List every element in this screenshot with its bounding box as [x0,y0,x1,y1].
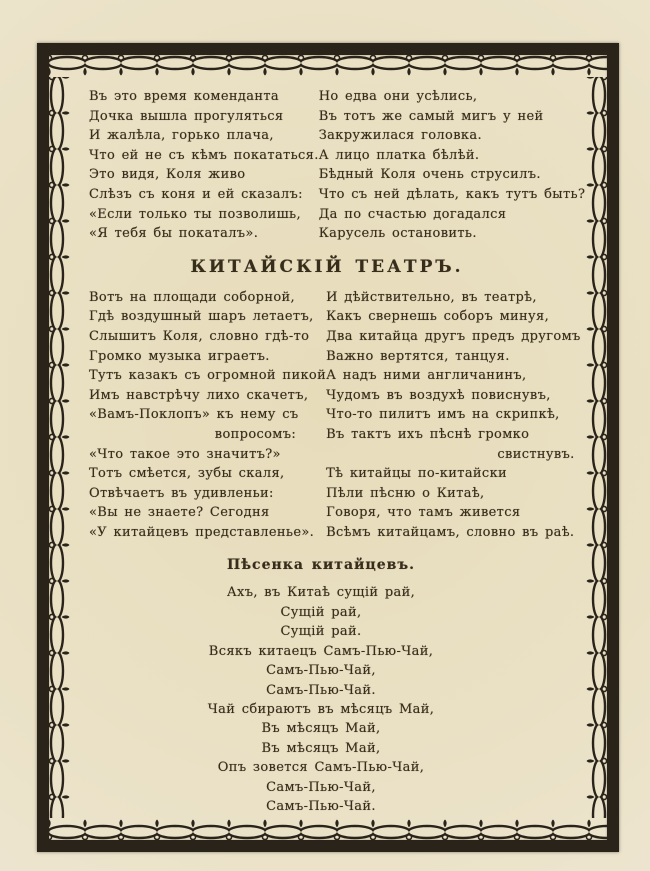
theatre-right-column [326,288,581,543]
verse-line: Громко музыка играетъ. [89,348,270,364]
verse-line: Самъ-Пью-Чай, [266,663,376,679]
verse-line: Тутъ казакъ съ огромной пикой [89,368,327,384]
verse-line: «Если только ты позволишь, [89,206,301,222]
verse-line: Тѣ китайцы по-китайски [326,466,508,482]
verse-line: Гдѣ воздушный шаръ летаетъ, [89,309,314,325]
verse-line: Въ тотъ же самый мигъ у ней [318,108,544,124]
verse-line: Сущій рай, [280,604,362,620]
theatre-stanza [89,288,581,543]
verse-line: Какъ свернешь соборъ минуя, [326,309,550,325]
verse-line: Опъ зовется Самъ-Пью-Чай, [217,760,425,776]
verse-line: Дочка вышла прогуляться [89,108,284,124]
verse-line: Но едва они усѣлись, [318,89,478,104]
verse-line: Что-то пилитъ имъ на скрипкѣ, [326,407,560,423]
verse-line: Что ей не съ кѣмъ покататься. [89,147,319,163]
verse-line: Карусель остановить. [318,226,477,242]
song-stanza [77,583,565,816]
frame-ornament-bottom [49,818,607,840]
verse-line: вопросомъ: [214,426,297,442]
verse-line: А надъ ними англичанинъ, [326,368,527,384]
verse-line: Въ мѣсяцъ Май, [261,740,381,756]
page-content [71,77,585,818]
verse-line: Сущій рай. [280,624,362,640]
intro-right-column [319,87,586,244]
verse-line: «Что такое это значитъ?» [89,446,281,462]
verse-line: Отвѣчаетъ въ удивленьи: [89,485,274,501]
theatre-heading: КИТАЙСКІЙ ТЕАТРЪ. [190,256,464,277]
verse-line: Имъ навстрѣчу лихо скачетъ, [89,387,309,403]
frame-ornament-left [49,77,71,818]
verse-line: Два китайца другъ предъ другомъ [326,328,581,344]
verse-line: Въ тактъ ихъ пѣснѣ громко [326,426,530,442]
verse-line: Да по счастью догадался [318,206,507,222]
verse-line: Всѣмъ китайцамъ, словно въ раѣ. [326,524,575,540]
verse-line: Самъ-Пью-Чай, [266,779,376,795]
verse-line: И дѣйствительно, въ театрѣ, [326,289,537,305]
verse-line: Бѣдный Коля очень струсилъ. [318,167,541,183]
ornamental-frame [37,43,619,852]
verse-line: Чай сбираютъ въ мѣсяцъ Май, [207,701,435,717]
verse-line: Самъ-Пью-Чай. [266,798,376,814]
song-section [77,556,565,816]
verse-line: Говоря, что тамъ живется [326,505,521,521]
verse-line: Самъ-Пью-Чай. [266,682,376,698]
intro-stanza [89,87,586,244]
verse-line: И жалѣла, горько плача, [89,128,274,144]
verse-line: А лицо платка бѣлѣй. [318,147,480,163]
frame-ornament-top [49,55,607,77]
verse-line: Въ мѣсяцъ Май, [261,721,381,737]
verse-line: свистнувъ. [497,446,575,462]
verse-line: Слышитъ Коля, словно гдѣ-то [89,328,310,344]
verse-line: «Я тебя бы покаталъ». [89,226,259,242]
verse-line: Закружилася головка. [318,128,482,144]
verse-line: Слѣзъ съ коня и ей сказалъ: [89,186,303,202]
verse-line: Это видя, Коля живо [89,167,246,183]
verse-line: Что съ ней дѣлать, какъ тутъ быть? [318,186,586,202]
intro-left-column [89,87,319,244]
verse-line: Вотъ на площади соборной, [89,289,296,305]
frame-ornament-right [585,77,607,818]
verse-line: «У китайцевъ представленье». [89,524,315,540]
verse-line: Пѣли пѣсню о Китаѣ, [326,485,485,501]
verse-line: Всякъ китаецъ Самъ-Пью-Чай, [208,643,434,659]
theatre-left-column [89,288,326,543]
verse-line: Тотъ смѣется, зубы скаля, [89,466,285,482]
song-heading: Пѣсенка китайцевъ. [226,557,415,574]
verse-line: Ахъ, въ Китаѣ сущій рай, [226,585,416,601]
verse-line: «Вы не знаете? Сегодня [89,505,270,521]
verse-line: «Вамъ-Поклопъ» къ нему съ [89,407,299,423]
verse-line: Въ это время коменданта [89,89,280,104]
verse-line: Важно вертятся, танцуя. [326,348,510,364]
verse-line: Чудомъ въ воздухѣ повиснувъ, [326,387,551,403]
